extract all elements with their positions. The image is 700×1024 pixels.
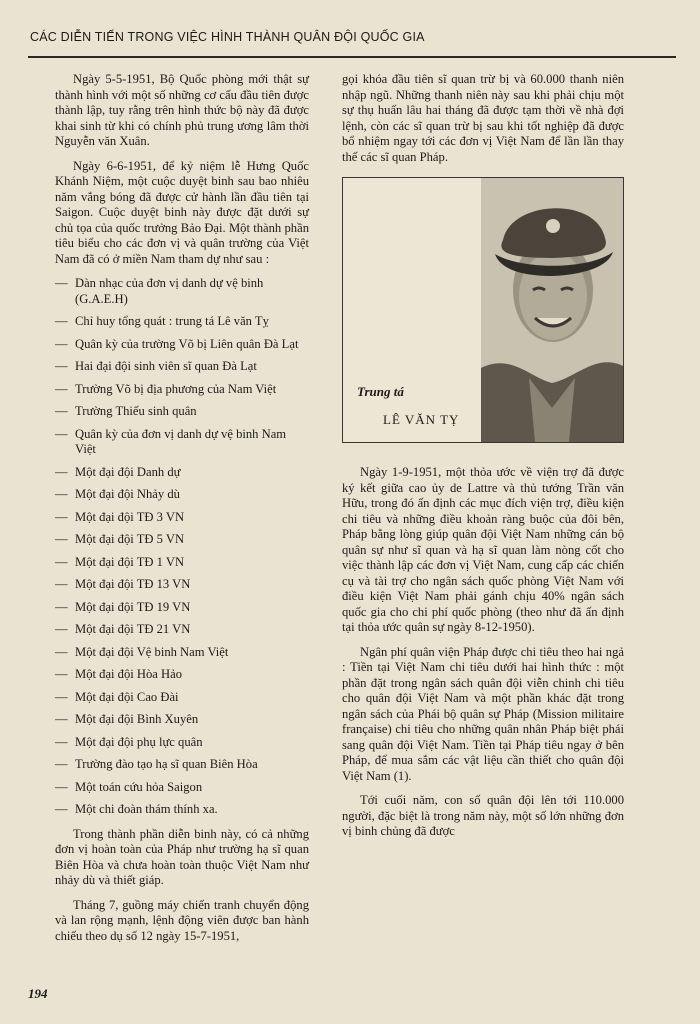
paragraph-duyet-binh: Ngày 6-6-1951, để kỷ niệm lễ Hưng Quốc Khánh Niệm, một cuộc duyệt binh sau bao nhiêu năm vắng bóng đã được cử hành lần đầu tiên tại Saigon. Cuộc duyệt binh này được đặt dưới sự chủ tọa của quốc trưởng Bảo Đại. Một thành phần tiêu biểu cho các đơn vị và quân trường của Việt Nam đã có ở miền Nam tham dự như sau :: [55, 158, 309, 266]
list-item: — Một đại đội TĐ 1 VN: [55, 555, 309, 571]
list-item: — Một đại đội phụ lực quân: [55, 735, 309, 751]
parade-unit-list: [55, 276, 309, 818]
header-rule: [28, 56, 676, 58]
list-item: — Một đại đội Vệ binh Nam Việt: [55, 645, 309, 661]
caption-name: LÊ VĂN TỴ: [383, 412, 460, 427]
list-item: — Trường đào tạo hạ sĩ quan Biên Hòa: [55, 757, 309, 773]
portrait-figure: [342, 177, 624, 443]
list-item: — Hai đại đội sinh viên sĩ quan Đà Lạt: [55, 359, 309, 375]
list-item: — Một đại đội TĐ 19 VN: [55, 600, 309, 616]
paragraph-bo-quoc-phong: Ngày 5-5-1951, Bộ Quốc phòng mới thật sự thành hình với một số những cơ cấu đầu tiên được thành lập, tuy rằng trên hình thức bộ này đã được khai sinh từ khi có chính phủ trung ương lâm thời Nguyễn văn Xuân.: [55, 72, 309, 148]
caption-rank: Trung tá: [357, 384, 404, 399]
paragraph-thanh-phan: Trong thành phần diễn binh này, có cả những đơn vị hoàn toàn của Pháp như trường hạ sĩ quan Biên Hòa và chưa hoàn toàn thuộc Việt Nam như nhảy dù và thiết giáp.: [55, 826, 309, 887]
list-item: — Trường Võ bị địa phương của Nam Việt: [55, 382, 309, 398]
paragraph-thoa-uoc: Ngày 1-9-1951, một thỏa ước về viện trợ đã được ký kết giữa cao ủy de Lattre và thủ tướng Trần văn Hữu, trong đó ấn định các mục đích viện trợ, điều kiện chi tiêu và những điều khoản ràng buộc của đôi bên, Pháp bằng lòng giúp quân đội Việt Nam những cán bộ quân sự như sĩ quan và hạ sĩ quan làm nòng cốt cho việc thành lập các đơn vị Việt Nam, cung cấp các chiến cụ và tài trợ cho ngân sách quốc phòng Việt Nam với điều kiện Việt Nam phải gánh chịu 40% ngân sách quốc gia cho chi phí quốc phòng (theo như đã ấn định tại thỏa ước quân sự ngày 8-12-1950).: [342, 465, 624, 634]
running-header: CÁC DIỄN TIẾN TRONG VIỆC HÌNH THÀNH QUÂN ĐỘI QUỐC GIA: [30, 30, 425, 44]
list-item: — Một đại đội TĐ 21 VN: [55, 622, 309, 638]
list-item: — Một đại đội Cao Đài: [55, 690, 309, 706]
paragraph-ngan-phi: Ngân phí quân viện Pháp được chi tiêu theo hai ngả : Tiền tại Việt Nam chi tiêu dưới hai hình thức : một phần đặt trong ngân sách quân đội viễn chinh chi tiêu cho quân đội Việt Nam và một phần khác đặt trong ngân sách của Phái bộ quân sự Pháp (Mission militaire française) chi tiêu cho những quân nhân Pháp biệt phái sang quân đội Việt Nam. Tiền tại Pháp tiêu ngay ở bên Pháp, để mua sắm các vật liệu cần thiết cho quân đội Việt Nam (1).: [342, 644, 624, 783]
list-item: — Một đại đội TĐ 5 VN: [55, 532, 309, 548]
left-column: [55, 72, 309, 953]
list-item: — Chỉ huy tổng quát : trung tá Lê văn Tỵ: [55, 314, 309, 330]
right-column: [342, 72, 624, 849]
list-item: — Một đại đội Danh dự: [55, 465, 309, 481]
paragraph-thang-7: Tháng 7, guồng máy chiến tranh chuyển động và lan rộng mạnh, lệnh động viên được ban hành chiếu theo dụ số 12 ngày 15-7-1951,: [55, 897, 309, 943]
list-item: — Trường Thiếu sinh quân: [55, 404, 309, 420]
list-item: — Quân kỳ của đơn vị danh dự vệ binh Nam Việt: [55, 427, 309, 458]
list-item: — Một chi đoàn thám thính xa.: [55, 802, 309, 818]
list-item: — Dàn nhạc của đơn vị danh dự vệ binh (G.A.E.H): [55, 276, 309, 307]
list-item: — Một đại đội Hòa Hảo: [55, 667, 309, 683]
list-item: — Quân kỳ của trường Võ bị Liên quân Đà Lạt: [55, 337, 309, 353]
paragraph-continuation: gọi khóa đầu tiên sĩ quan trừ bị và 60.000 thanh niên nhập ngũ. Những thanh niên này sau khi phải chịu một sự thụ huấn lâu hai tháng đã được tạm thời về nhà đợi lệnh, còn các sĩ quan trừ bị sau khi tốt nghiệp đã được bổ nhiệm ngay tới các đơn vị Việt Nam để lần lần thay thế các sĩ quan Pháp.: [342, 72, 624, 164]
officer-portrait-icon: [481, 178, 623, 442]
list-item: — Một đại đội Nhảy dù: [55, 487, 309, 503]
list-item: — Một toán cứu hỏa Saigon: [55, 780, 309, 796]
list-item: — Một đại đội Bình Xuyên: [55, 712, 309, 728]
portrait-photo: [481, 178, 623, 442]
paragraph-cuoi-nam: Tới cuối năm, con số quân đội lên tới 110.000 người, đặc biệt là trong năm này, một số lớn những đơn vị binh chủng đã được: [342, 793, 624, 838]
list-item: — Một đại đội TĐ 13 VN: [55, 577, 309, 593]
page-number: 194: [28, 986, 48, 1001]
list-item: — Một đại đội TĐ 3 VN: [55, 510, 309, 526]
